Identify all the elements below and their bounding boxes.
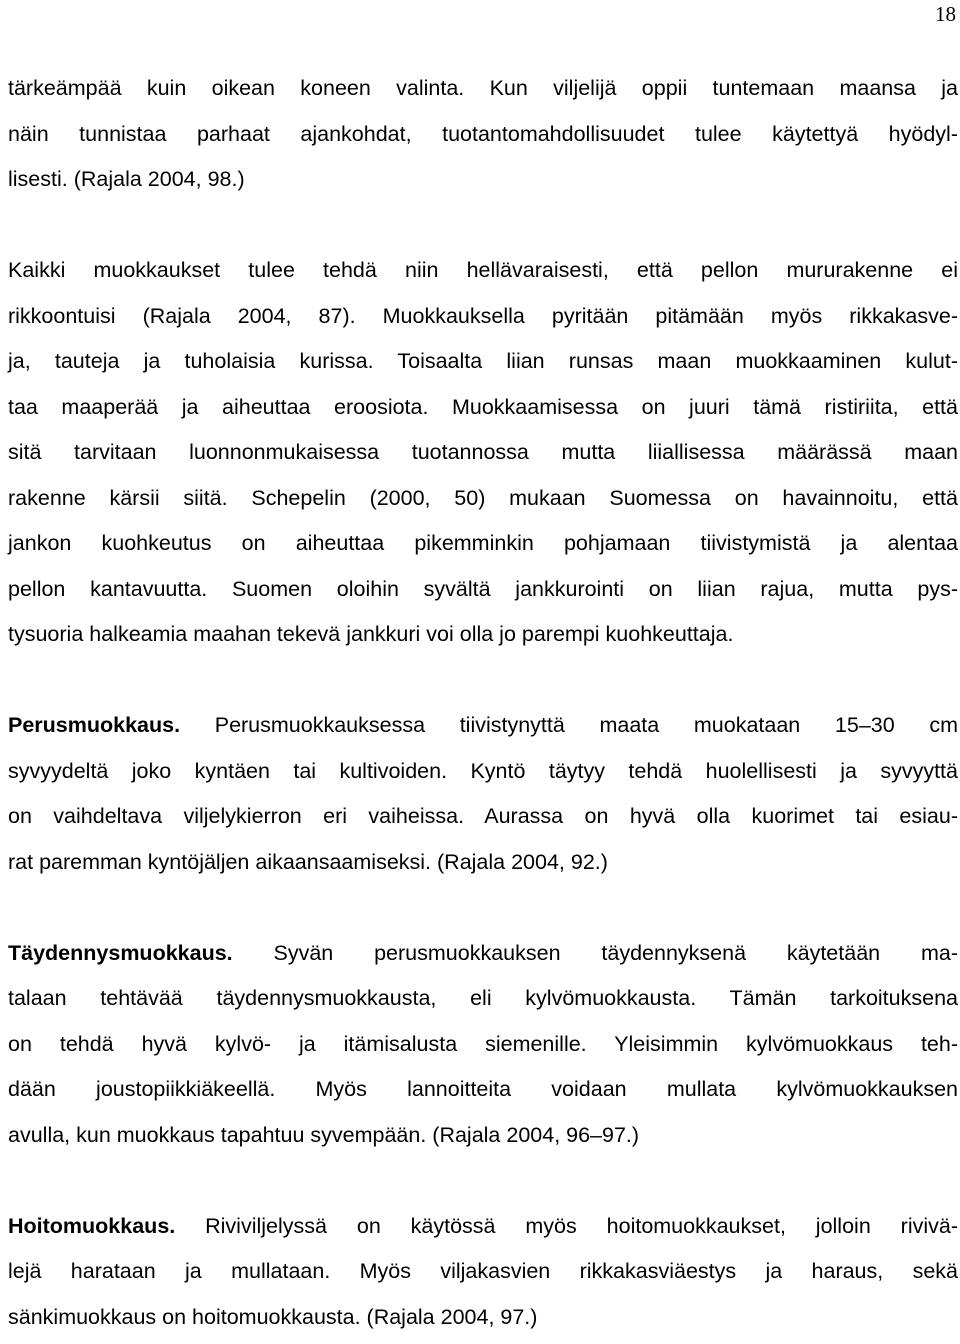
text-line: syvyydeltä joko kyntäen tai kultivoiden. Kyntö täytyy tehdä huolellisesti ja syvyyttä [8,753,958,799]
text-line: näin tunnistaa parhaat ajankohdat, tuotantomahdollisuudet tulee käytettyä hyödyl- [8,116,958,162]
text-line: avulla, kun muokkaus tapahtuu syvempään. (Rajala 2004, 96–97.) [8,1117,958,1163]
text-line: rikkoontuisi (Rajala 2004, 87). Muokkauksella pyritään pitämään myös rikkakasve- [8,298,958,344]
text-line: sänkimuokkaus on hoitomuokkausta. (Rajala 2004, 97.) [8,1299,958,1344]
text-line: talaan tehtävää täydennysmuokkausta, eli kylvömuokkausta. Tämän tarkoituksena [8,980,958,1026]
paragraph-gap [8,889,958,935]
paragraph-gap [8,207,958,253]
paragraph [8,707,958,889]
text-line: taa maaperää ja aiheuttaa eroosiota. Muokkaamisessa on juuri tämä ristiriita, että [8,389,958,435]
paragraph [8,935,958,1163]
paragraph-gap [8,1162,958,1208]
section-heading: Täydennysmuokkaus. [8,941,233,965]
paragraph-gap [8,662,958,708]
text-line: Kaikki muokkaukset tulee tehdä niin hellävaraisesti, että pellon mururakenne ei [8,252,958,298]
text-line: on vaihdeltava viljelykierron eri vaiheissa. Aurassa on hyvä olla kuorimet tai esiau- [8,798,958,844]
text-line: rat paremman kyntöjäljen aikaansaamiseksi. (Rajala 2004, 92.) [8,844,958,890]
text-run: Syvän perusmuokkauksen täydennyksenä käytetään ma- [233,941,958,965]
text-line: on tehdä hyvä kylvö- ja itämisalusta siemenille. Yleisimmin kylvömuokkaus teh- [8,1026,958,1072]
text-line: jankon kuohkeutus on aiheuttaa pikemminkin pohjamaan tiivistymistä ja alentaa [8,525,958,571]
document-body [8,70,958,1344]
text-line: ja, tauteja ja tuholaisia kurissa. Toisaalta liian runsas maan muokkaaminen kulut- [8,343,958,389]
text-line: pellon kantavuutta. Suomen oloihin syvältä jankkurointi on liian rajua, mutta pys- [8,571,958,617]
text-line: lejä harataan ja mullataan. Myös viljakasvien rikkakasviäestys ja haraus, sekä [8,1253,958,1299]
text-line [8,707,958,753]
text-line: dään joustopiikkiäkeellä. Myös lannoitteita voidaan mullata kylvömuokkauksen [8,1071,958,1117]
page-number: 18 [935,2,956,26]
text-line: sitä tarvitaan luonnonmukaisessa tuotannossa mutta liiallisessa määrässä maan [8,434,958,480]
text-line: tärkeämpää kuin oikean koneen valinta. Kun viljelijä oppii tuntemaan maansa ja [8,70,958,116]
text-run: Perusmuokkauksessa tiivistynyttä maata muokataan 15–30 cm [180,713,958,737]
section-heading: Hoitomuokkaus. [8,1214,175,1238]
text-line: lisesti. (Rajala 2004, 98.) [8,161,958,207]
paragraph [8,70,958,207]
text-line [8,1208,958,1254]
text-line: rakenne kärsii siitä. Schepelin (2000, 50) mukaan Suomessa on havainnoitu, että [8,480,958,526]
text-line: tysuoria halkeamia maahan tekevä jankkuri voi olla jo parempi kuohkeuttaja. [8,616,958,662]
section-heading: Perusmuokkaus. [8,713,180,737]
text-line [8,935,958,981]
text-run: Riviviljelyssä on käytössä myös hoitomuokkaukset, jolloin rivivä- [175,1214,958,1238]
paragraph [8,1208,958,1344]
paragraph [8,252,958,662]
